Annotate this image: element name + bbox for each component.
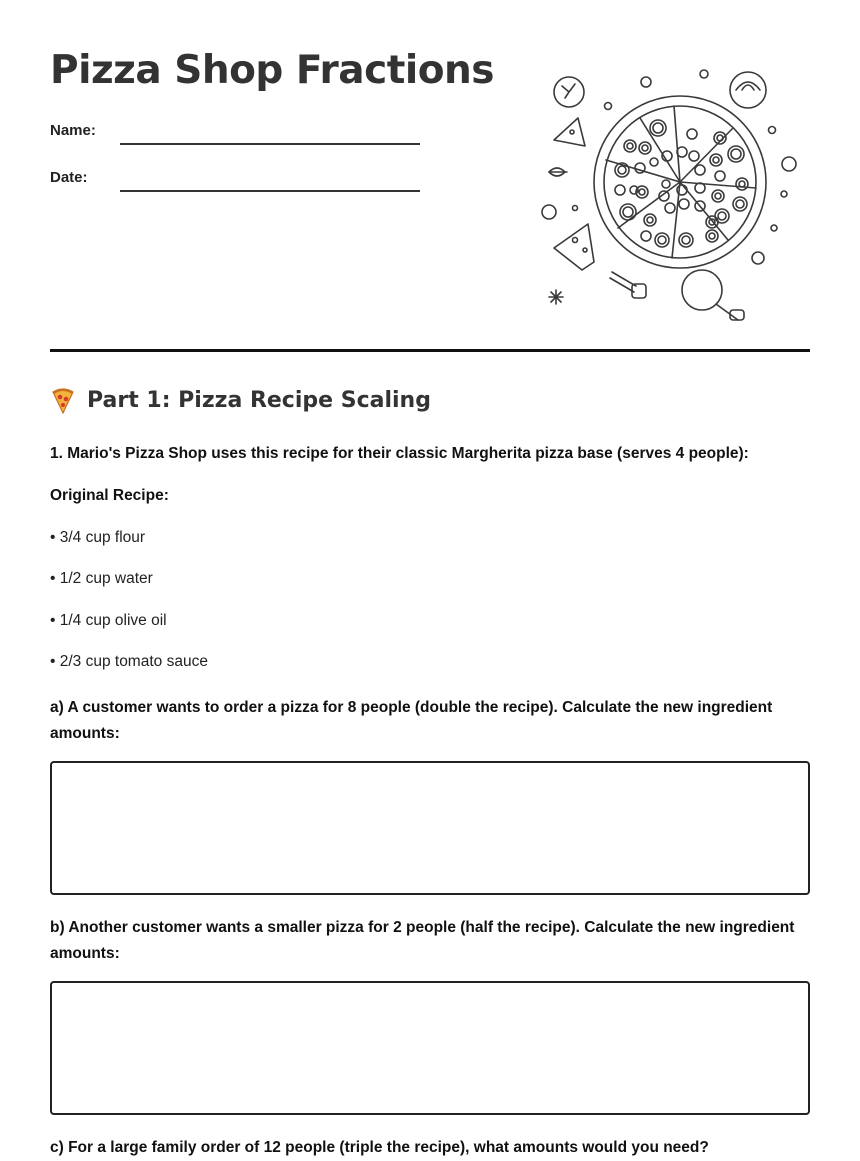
section-title bbox=[50, 386, 431, 414]
answer-box-a[interactable] bbox=[50, 761, 810, 895]
ingredient-item: • 3/4 cup flour bbox=[50, 529, 146, 546]
question-1: 1. Mario's Pizza Shop uses this recipe for their classic Margherita pizza base (serves 4 people): bbox=[50, 445, 749, 462]
name-field[interactable] bbox=[120, 143, 420, 145]
recipe-heading: Original Recipe: bbox=[50, 487, 169, 504]
section-title-text: Part 1: Pizza Recipe Scaling bbox=[87, 387, 431, 413]
ingredient-item: • 2/3 cup tomato sauce bbox=[50, 653, 208, 670]
date-label: Date: bbox=[50, 169, 88, 186]
question-1a: a) A customer wants to order a pizza for 8 people (double the recipe). Calculate the new ingredient amounts: bbox=[50, 699, 773, 742]
question-1c: c) For a large family order of 12 people (triple the recipe), what amounts would you need? bbox=[50, 1139, 709, 1156]
pizza-slice-icon bbox=[50, 386, 76, 414]
header-divider bbox=[50, 349, 810, 352]
answer-box-b[interactable] bbox=[50, 981, 810, 1115]
page-title: Pizza Shop Fractions bbox=[50, 48, 494, 93]
question-1b: b) Another customer wants a smaller pizza for 2 people (half the recipe). Calculate the new ingredient amounts: bbox=[50, 919, 795, 962]
ingredient-item: • 1/2 cup water bbox=[50, 570, 153, 587]
date-field[interactable] bbox=[120, 190, 420, 192]
ingredient-item: • 1/4 cup olive oil bbox=[50, 612, 167, 629]
name-label: Name: bbox=[50, 122, 96, 139]
pizza-illustration bbox=[540, 64, 802, 326]
